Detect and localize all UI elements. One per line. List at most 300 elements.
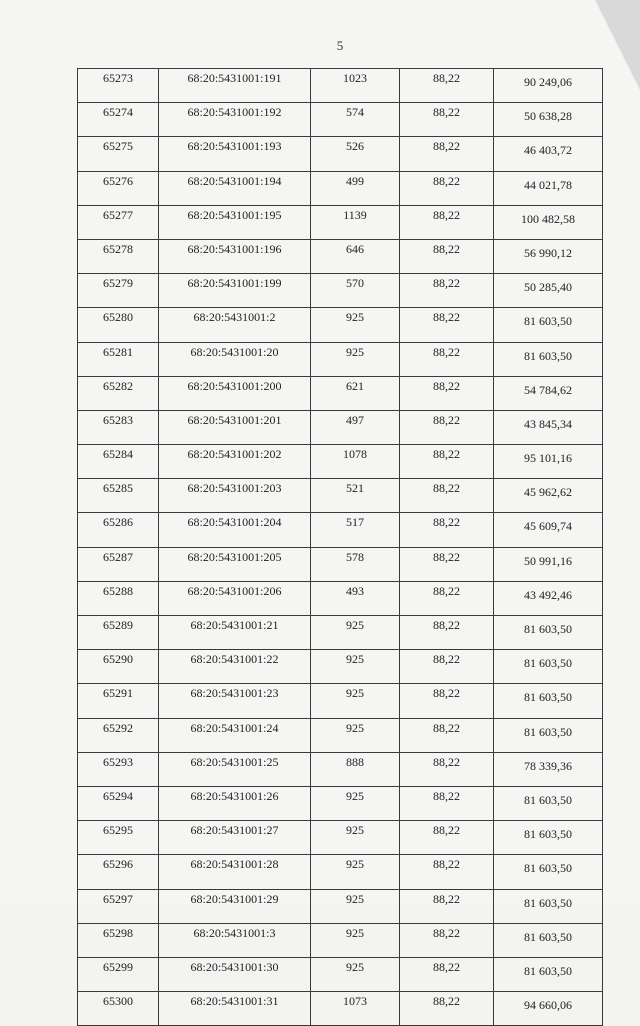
area-text: 1078 xyxy=(343,447,367,462)
area-cell xyxy=(311,786,400,820)
rate-text: 88,22 xyxy=(433,754,460,769)
record-number-cell xyxy=(78,718,159,752)
area-cell xyxy=(311,69,400,103)
table-row xyxy=(78,171,603,205)
value-text: 45 609,74 xyxy=(524,519,572,534)
record-number-text: 65294 xyxy=(103,788,133,803)
cadastral-number-cell xyxy=(159,205,311,239)
rate-cell xyxy=(400,376,494,410)
value-cell xyxy=(494,581,603,615)
cadastral-number-cell xyxy=(159,342,311,376)
record-number-text: 65290 xyxy=(103,652,133,667)
record-number-text: 65283 xyxy=(103,412,133,427)
value-text: 81 603,50 xyxy=(524,348,572,363)
value-cell xyxy=(494,786,603,820)
value-cell xyxy=(494,342,603,376)
area-cell xyxy=(311,171,400,205)
record-number-cell xyxy=(78,650,159,684)
rate-cell xyxy=(400,479,494,513)
value-cell xyxy=(494,274,603,308)
value-cell xyxy=(494,171,603,205)
cadastral-number-text: 68:20:5431001:202 xyxy=(187,447,282,462)
cadastral-number-text: 68:20:5431001:199 xyxy=(187,276,282,291)
table-row xyxy=(78,821,603,855)
record-number-text: 65288 xyxy=(103,583,133,598)
record-number-cell xyxy=(78,513,159,547)
record-number-cell xyxy=(78,410,159,444)
record-number-cell xyxy=(78,616,159,650)
cadastral-number-text: 68:20:5431001:206 xyxy=(187,583,282,598)
cadastral-number-cell xyxy=(159,684,311,718)
rate-cell xyxy=(400,718,494,752)
value-cell xyxy=(494,376,603,410)
rate-text: 88,22 xyxy=(433,686,460,701)
value-cell xyxy=(494,547,603,581)
value-text: 81 603,50 xyxy=(524,656,572,671)
area-text: 925 xyxy=(346,652,364,667)
cadastral-number-cell xyxy=(159,513,311,547)
rate-cell xyxy=(400,137,494,171)
area-text: 1023 xyxy=(343,71,367,85)
cadastral-number-text: 68:20:5431001:195 xyxy=(187,207,282,222)
record-number-cell xyxy=(78,274,159,308)
rate-text: 88,22 xyxy=(433,959,460,974)
rate-cell xyxy=(400,171,494,205)
cadastral-number-cell xyxy=(159,103,311,137)
value-text: 50 991,16 xyxy=(524,553,572,568)
rate-text: 88,22 xyxy=(433,276,460,291)
rate-cell xyxy=(400,308,494,342)
record-number-cell xyxy=(78,205,159,239)
cadastral-number-text: 68:20:5431001:29 xyxy=(190,891,279,906)
rate-text: 88,22 xyxy=(433,618,460,632)
record-number-cell xyxy=(78,684,159,718)
rate-cell xyxy=(400,445,494,479)
value-text: 81 603,50 xyxy=(524,963,572,978)
value-cell xyxy=(494,684,603,718)
value-text: 100 482,58 xyxy=(521,211,575,226)
cadastral-number-cell xyxy=(159,69,311,103)
table-row xyxy=(78,479,603,513)
cadastral-number-cell xyxy=(159,376,311,410)
area-text: 925 xyxy=(346,891,364,906)
cadastral-number-text: 68:20:5431001:31 xyxy=(190,994,279,1009)
record-number-cell xyxy=(78,308,159,342)
value-cell xyxy=(494,923,603,957)
record-number-text: 65274 xyxy=(103,105,133,120)
record-number-cell xyxy=(78,786,159,820)
cadastral-number-cell xyxy=(159,581,311,615)
rate-text: 88,22 xyxy=(433,823,460,838)
value-text: 78 339,36 xyxy=(524,758,572,773)
rate-text: 88,22 xyxy=(433,139,460,154)
page-number: 5 xyxy=(336,38,344,53)
cadastral-number-cell xyxy=(159,274,311,308)
record-number-text: 65296 xyxy=(103,857,133,872)
cadastral-number-cell xyxy=(159,410,311,444)
area-cell xyxy=(311,752,400,786)
area-text: 925 xyxy=(346,720,364,735)
value-text: 54 784,62 xyxy=(524,382,572,397)
table-row xyxy=(78,137,603,171)
table-row xyxy=(78,205,603,239)
area-text: 570 xyxy=(346,276,364,291)
area-text: 888 xyxy=(346,754,364,769)
value-text: 50 285,40 xyxy=(524,280,572,295)
cadastral-number-text: 68:20:5431001:194 xyxy=(187,173,282,188)
value-text: 81 603,50 xyxy=(524,622,572,636)
record-number-cell xyxy=(78,171,159,205)
cadastral-number-cell xyxy=(159,923,311,957)
cadastral-number-cell xyxy=(159,650,311,684)
rate-cell xyxy=(400,957,494,991)
record-number-cell xyxy=(78,137,159,171)
value-cell xyxy=(494,103,603,137)
record-number-text: 65279 xyxy=(103,276,133,291)
cadastral-number-text: 68:20:5431001:192 xyxy=(187,105,282,120)
record-number-text: 65277 xyxy=(103,207,133,222)
record-number-text: 65291 xyxy=(103,686,133,701)
rate-cell xyxy=(400,205,494,239)
record-number-cell xyxy=(78,479,159,513)
value-cell xyxy=(494,69,603,103)
value-cell xyxy=(494,889,603,923)
rate-text: 88,22 xyxy=(433,344,460,359)
area-cell xyxy=(311,239,400,273)
value-text: 94 660,06 xyxy=(524,998,572,1013)
record-number-cell xyxy=(78,342,159,376)
cadastral-number-cell xyxy=(159,855,311,889)
area-text: 925 xyxy=(346,310,364,325)
value-text: 43 845,34 xyxy=(524,416,572,431)
area-cell xyxy=(311,137,400,171)
record-number-cell xyxy=(78,992,159,1026)
rate-cell xyxy=(400,581,494,615)
value-cell xyxy=(494,137,603,171)
area-text: 578 xyxy=(346,549,364,564)
rate-cell xyxy=(400,69,494,103)
record-number-cell xyxy=(78,581,159,615)
value-text: 50 638,28 xyxy=(524,109,572,124)
area-cell xyxy=(311,410,400,444)
table-row xyxy=(78,274,603,308)
area-cell xyxy=(311,479,400,513)
record-number-text: 65289 xyxy=(103,618,133,632)
area-cell xyxy=(311,957,400,991)
value-text: 56 990,12 xyxy=(524,245,572,260)
rate-text: 88,22 xyxy=(433,720,460,735)
rate-cell xyxy=(400,684,494,718)
cadastral-number-text: 68:20:5431001:22 xyxy=(190,652,279,667)
area-text: 517 xyxy=(346,515,364,530)
table-row xyxy=(78,684,603,718)
table-row xyxy=(78,718,603,752)
rate-text: 88,22 xyxy=(433,515,460,530)
rate-text: 88,22 xyxy=(433,857,460,872)
table-row xyxy=(78,445,603,479)
table-row xyxy=(78,923,603,957)
area-cell xyxy=(311,718,400,752)
area-text: 925 xyxy=(346,344,364,359)
cadastral-number-cell xyxy=(159,479,311,513)
cadastral-number-text: 68:20:5431001:203 xyxy=(187,481,282,496)
value-text: 95 101,16 xyxy=(524,451,572,466)
cadastral-number-text: 68:20:5431001:23 xyxy=(190,686,279,701)
area-text: 925 xyxy=(346,788,364,803)
area-cell xyxy=(311,684,400,718)
record-number-text: 65276 xyxy=(103,173,133,188)
area-cell xyxy=(311,650,400,684)
record-number-cell xyxy=(78,889,159,923)
value-text: 45 962,62 xyxy=(524,485,572,500)
rate-cell xyxy=(400,786,494,820)
rate-text: 88,22 xyxy=(433,652,460,667)
record-number-text: 65298 xyxy=(103,925,133,940)
table-row xyxy=(78,957,603,991)
cadastral-number-cell xyxy=(159,137,311,171)
rate-text: 88,22 xyxy=(433,925,460,940)
value-cell xyxy=(494,410,603,444)
rate-cell xyxy=(400,992,494,1026)
cadastral-number-text: 68:20:5431001:3 xyxy=(193,925,276,940)
value-text: 81 603,50 xyxy=(524,827,572,842)
table-row xyxy=(78,103,603,137)
value-cell xyxy=(494,205,603,239)
record-number-text: 65299 xyxy=(103,959,133,974)
area-cell xyxy=(311,547,400,581)
record-number-text: 65280 xyxy=(103,310,133,325)
value-cell xyxy=(494,513,603,547)
area-text: 925 xyxy=(346,823,364,838)
cadastral-number-text: 68:20:5431001:21 xyxy=(190,618,279,632)
cadastral-number-cell xyxy=(159,445,311,479)
value-cell xyxy=(494,445,603,479)
area-cell xyxy=(311,821,400,855)
rate-cell xyxy=(400,855,494,889)
cadastral-number-cell xyxy=(159,752,311,786)
area-cell xyxy=(311,889,400,923)
rate-text: 88,22 xyxy=(433,891,460,906)
area-cell xyxy=(311,992,400,1026)
rate-cell xyxy=(400,410,494,444)
rate-text: 88,22 xyxy=(433,447,460,462)
value-text: 90 249,06 xyxy=(524,75,572,89)
area-text: 646 xyxy=(346,241,364,256)
record-number-text: 65278 xyxy=(103,241,133,256)
value-text: 81 603,50 xyxy=(524,690,572,705)
record-number-cell xyxy=(78,103,159,137)
value-cell xyxy=(494,957,603,991)
record-number-cell xyxy=(78,855,159,889)
value-cell xyxy=(494,718,603,752)
record-number-text: 65287 xyxy=(103,549,133,564)
area-cell xyxy=(311,616,400,650)
value-cell xyxy=(494,616,603,650)
value-cell xyxy=(494,855,603,889)
rate-text: 88,22 xyxy=(433,241,460,256)
cadastral-number-cell xyxy=(159,616,311,650)
area-text: 621 xyxy=(346,378,364,393)
rate-cell xyxy=(400,103,494,137)
value-cell xyxy=(494,752,603,786)
value-cell xyxy=(494,479,603,513)
cadastral-number-cell xyxy=(159,821,311,855)
area-cell xyxy=(311,376,400,410)
table-row xyxy=(78,342,603,376)
rate-text: 88,22 xyxy=(433,378,460,393)
record-number-cell xyxy=(78,752,159,786)
table-row xyxy=(78,513,603,547)
rate-cell xyxy=(400,239,494,273)
rate-cell xyxy=(400,513,494,547)
area-text: 1139 xyxy=(343,207,367,222)
cadastral-number-text: 68:20:5431001:28 xyxy=(190,857,279,872)
record-number-text: 65292 xyxy=(103,720,133,735)
record-number-text: 65300 xyxy=(103,994,133,1009)
area-text: 925 xyxy=(346,857,364,872)
rate-text: 88,22 xyxy=(433,105,460,120)
area-text: 497 xyxy=(346,412,364,427)
value-text: 44 021,78 xyxy=(524,177,572,192)
record-number-text: 65275 xyxy=(103,139,133,154)
table-row xyxy=(78,581,603,615)
cadastral-number-text: 68:20:5431001:20 xyxy=(190,344,279,359)
rate-text: 88,22 xyxy=(433,412,460,427)
area-cell xyxy=(311,205,400,239)
record-number-cell xyxy=(78,923,159,957)
record-number-cell xyxy=(78,957,159,991)
rate-text: 88,22 xyxy=(433,71,460,85)
cadastral-number-text: 68:20:5431001:27 xyxy=(190,823,279,838)
cadastral-number-text: 68:20:5431001:200 xyxy=(187,378,282,393)
cadastral-number-cell xyxy=(159,239,311,273)
record-number-cell xyxy=(78,376,159,410)
cadastral-number-text: 68:20:5431001:25 xyxy=(190,754,279,769)
value-text: 81 603,50 xyxy=(524,895,572,910)
area-cell xyxy=(311,103,400,137)
record-number-text: 65273 xyxy=(103,71,133,85)
cadastral-number-text: 68:20:5431001:30 xyxy=(190,959,279,974)
table-row xyxy=(78,547,603,581)
record-number-text: 65297 xyxy=(103,891,133,906)
record-number-cell xyxy=(78,821,159,855)
rate-cell xyxy=(400,616,494,650)
cadastral-number-text: 68:20:5431001:205 xyxy=(187,549,282,564)
rate-text: 88,22 xyxy=(433,207,460,222)
value-text: 81 603,50 xyxy=(524,724,572,739)
cadastral-number-cell xyxy=(159,547,311,581)
cadastral-number-cell xyxy=(159,718,311,752)
cadastral-number-text: 68:20:5431001:2 xyxy=(193,310,276,325)
rate-cell xyxy=(400,821,494,855)
rate-cell xyxy=(400,889,494,923)
record-number-cell xyxy=(78,445,159,479)
cadastral-number-cell xyxy=(159,889,311,923)
rate-text: 88,22 xyxy=(433,481,460,496)
area-cell xyxy=(311,923,400,957)
area-text: 1073 xyxy=(343,994,367,1009)
cadastral-number-cell xyxy=(159,992,311,1026)
value-text: 81 603,50 xyxy=(524,929,572,944)
cadastral-number-text: 68:20:5431001:201 xyxy=(187,412,282,427)
value-cell xyxy=(494,308,603,342)
area-text: 925 xyxy=(346,925,364,940)
cadastral-number-cell xyxy=(159,308,311,342)
rate-cell xyxy=(400,752,494,786)
rate-cell xyxy=(400,650,494,684)
cadastral-number-cell xyxy=(159,786,311,820)
rate-text: 88,22 xyxy=(433,173,460,188)
registry-table xyxy=(77,68,603,1026)
table-row xyxy=(78,752,603,786)
cadastral-number-text: 68:20:5431001:196 xyxy=(187,241,282,256)
area-cell xyxy=(311,274,400,308)
table-row xyxy=(78,616,603,650)
rate-cell xyxy=(400,342,494,376)
area-cell xyxy=(311,855,400,889)
area-cell xyxy=(311,513,400,547)
area-cell xyxy=(311,342,400,376)
record-number-cell xyxy=(78,547,159,581)
record-number-text: 65295 xyxy=(103,823,133,838)
table-row xyxy=(78,855,603,889)
rate-text: 88,22 xyxy=(433,549,460,564)
cadastral-number-text: 68:20:5431001:26 xyxy=(190,788,279,803)
value-cell xyxy=(494,239,603,273)
value-cell xyxy=(494,821,603,855)
record-number-cell xyxy=(78,239,159,273)
value-text: 46 403,72 xyxy=(524,143,572,158)
rate-cell xyxy=(400,547,494,581)
rate-text: 88,22 xyxy=(433,310,460,325)
table-row xyxy=(78,308,603,342)
rate-text: 88,22 xyxy=(433,788,460,803)
record-number-text: 65286 xyxy=(103,515,133,530)
table-row xyxy=(78,69,603,103)
area-text: 574 xyxy=(346,105,364,120)
value-text: 81 603,50 xyxy=(524,314,572,329)
rate-text: 88,22 xyxy=(433,994,460,1009)
table-row xyxy=(78,239,603,273)
value-text: 43 492,46 xyxy=(524,587,572,602)
table-row xyxy=(78,786,603,820)
cadastral-number-cell xyxy=(159,957,311,991)
value-text: 81 603,50 xyxy=(524,792,572,807)
value-cell xyxy=(494,650,603,684)
record-number-text: 65282 xyxy=(103,378,133,393)
cadastral-number-text: 68:20:5431001:193 xyxy=(187,139,282,154)
table-row xyxy=(78,992,603,1026)
table-row xyxy=(78,410,603,444)
table-row xyxy=(78,889,603,923)
area-text: 493 xyxy=(346,583,364,598)
cadastral-number-text: 68:20:5431001:24 xyxy=(190,720,279,735)
value-text: 81 603,50 xyxy=(524,861,572,876)
record-number-text: 65281 xyxy=(103,344,133,359)
area-text: 499 xyxy=(346,173,364,188)
area-cell xyxy=(311,308,400,342)
table-row xyxy=(78,650,603,684)
area-text: 925 xyxy=(346,618,364,632)
area-text: 526 xyxy=(346,139,364,154)
record-number-cell xyxy=(78,69,159,103)
rate-cell xyxy=(400,923,494,957)
area-cell xyxy=(311,581,400,615)
area-text: 925 xyxy=(346,686,364,701)
cadastral-number-cell xyxy=(159,171,311,205)
record-number-text: 65284 xyxy=(103,447,133,462)
record-number-text: 65285 xyxy=(103,481,133,496)
